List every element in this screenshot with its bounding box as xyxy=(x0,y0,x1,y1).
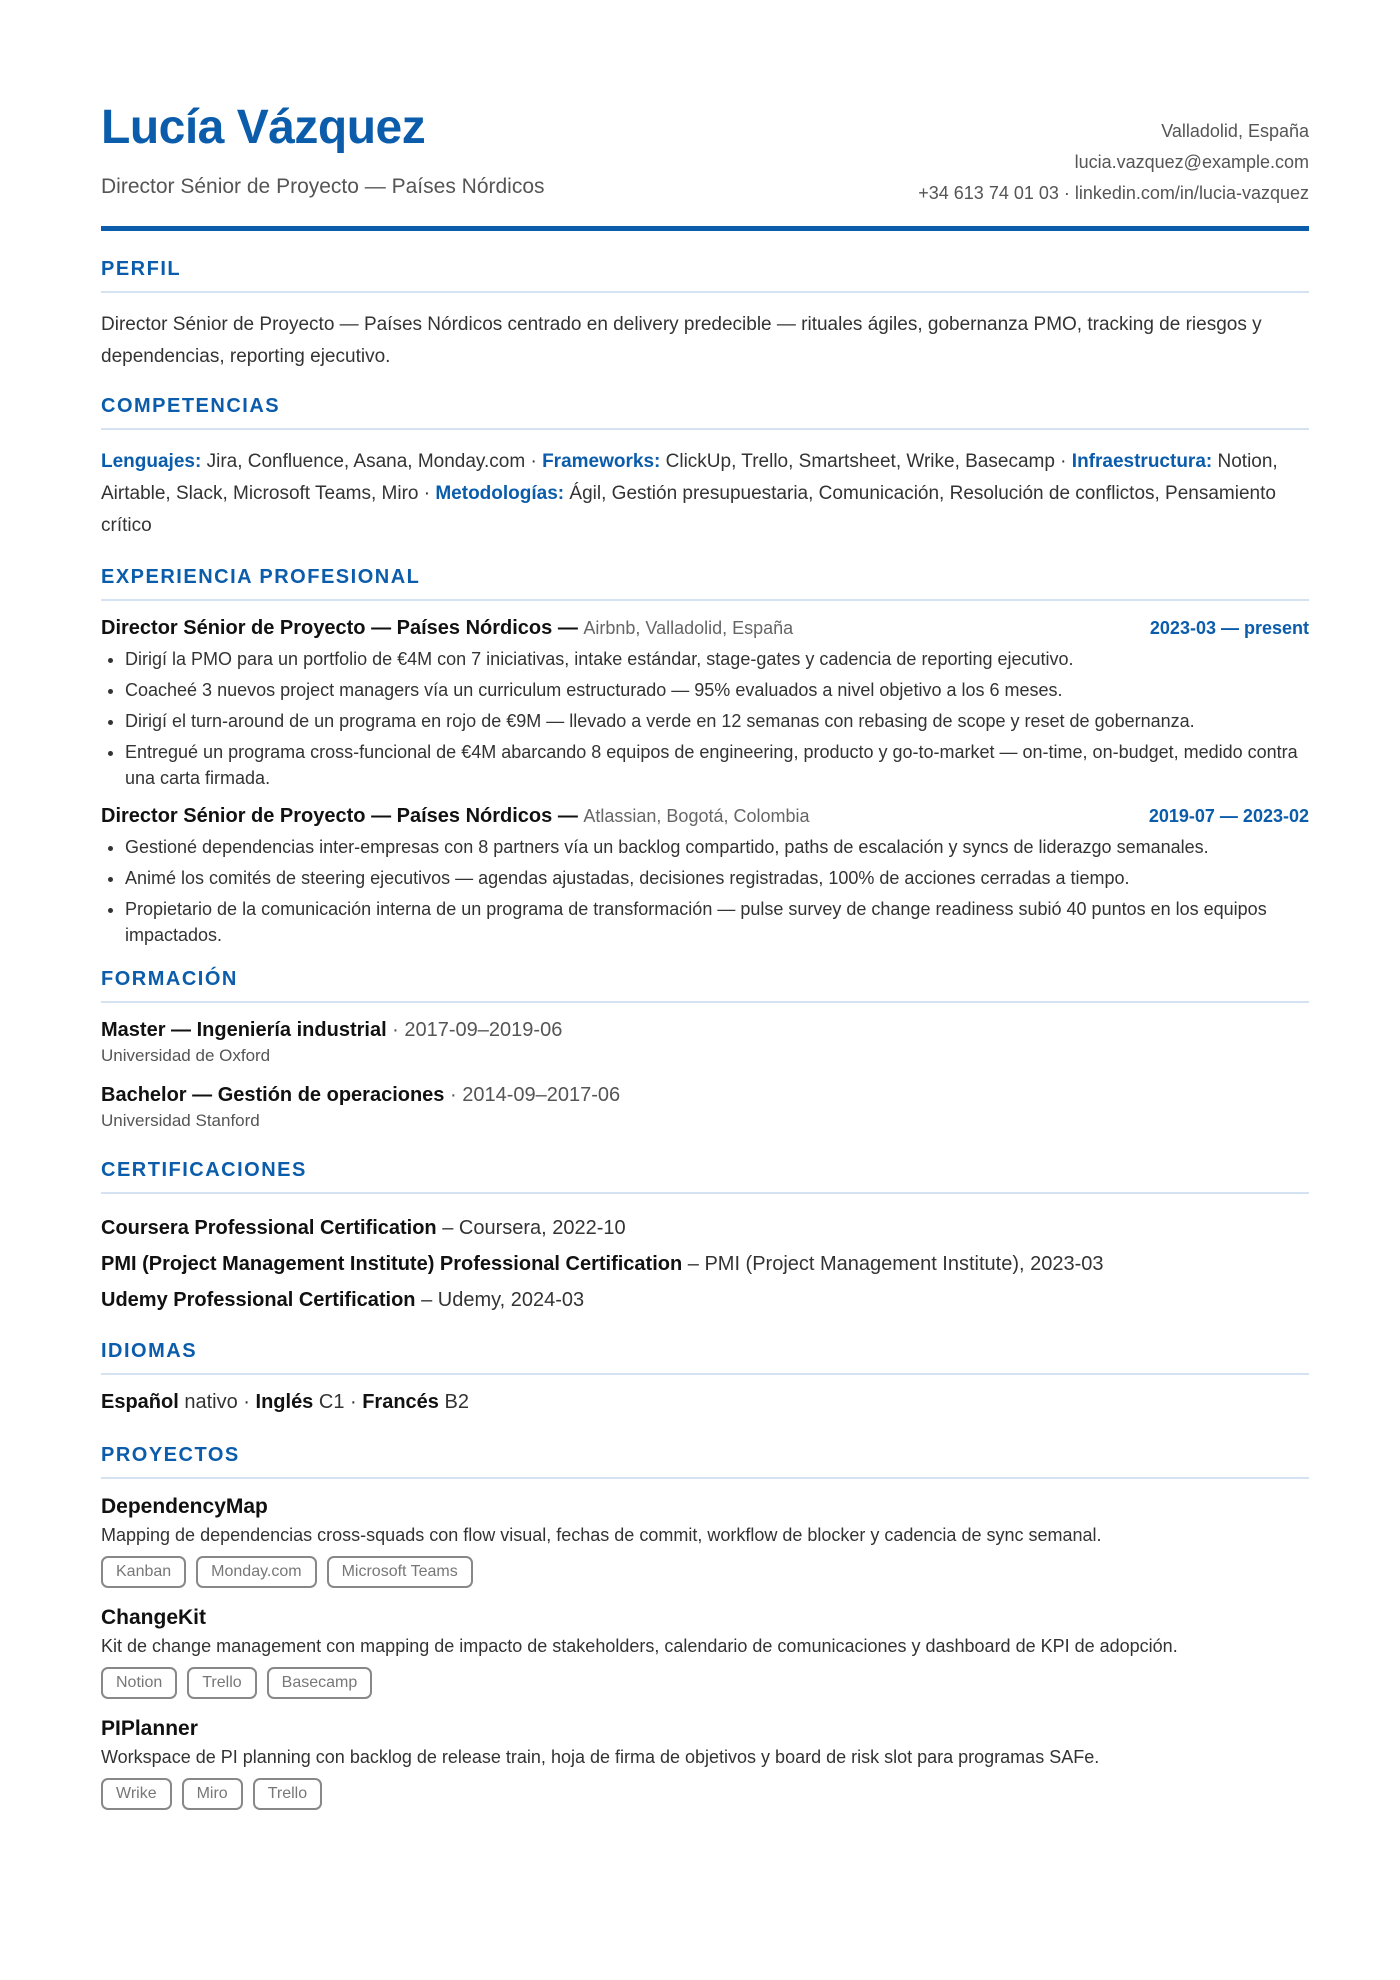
project-name: DependencyMap xyxy=(101,1495,268,1518)
project-description: Kit de change management con mapping de impacto de stakeholders, calendario de comunicaciones y dashboard de KPI de adopción. xyxy=(101,1636,1178,1656)
skills-values: Notion, Airtable, Slack, Microsoft Teams, Miro · xyxy=(101,451,1278,504)
skills-label: Frameworks: xyxy=(542,451,661,472)
section-title-projects: PROYECTOS xyxy=(101,1444,1309,1479)
project-tag: Kanban xyxy=(101,1556,186,1588)
skills-values: ClickUp, Trello, Smartsheet, Wrike, Basecamp · xyxy=(660,451,1072,472)
certification-detail: – Coursera, 2022-10 xyxy=(436,1217,626,1239)
job-role: Director Sénior de Proyecto — Países Nórdicos — xyxy=(101,805,578,827)
language-separator: · xyxy=(344,1391,363,1413)
project-name: ChangeKit xyxy=(101,1606,206,1629)
resume-page xyxy=(101,0,1309,1810)
job-bullet: • Entregué un programa cross-funcional de €4M abarcando 8 equipos de engineering, producto y go-to-market — on-time, on-budget, medido contra una carta firmada. xyxy=(125,739,1309,791)
project-tag: Miro xyxy=(182,1778,243,1810)
project-tag: Wrike xyxy=(101,1778,172,1810)
project-tag: Notion xyxy=(101,1667,177,1699)
education-dates: · 2014-09–2017-06 xyxy=(444,1084,621,1106)
education-school: Universidad Stanford xyxy=(101,1111,260,1130)
project-tags xyxy=(101,1556,1309,1588)
job-bullets xyxy=(101,646,1309,791)
job-bullet: • Coacheé 3 nuevos project managers vía un curriculum estructurado — 95% evaluados a nivel objetivo a los 6 meses. xyxy=(125,677,1309,703)
job-company: Atlassian, Bogotá, Colombia xyxy=(583,806,810,826)
education-school: Universidad de Oxford xyxy=(101,1046,271,1065)
job-bullet: • Animé los comités de steering ejecutivos — agendas ajustadas, decisiones registradas, 100% de acciones cerradas a tiempo. xyxy=(125,865,1309,891)
contact-location: Valladolid, España xyxy=(1161,121,1309,141)
section-title-profile: PERFIL xyxy=(101,258,1309,293)
job-bullet: • Dirigí la PMO para un portfolio de €4M con 7 iniciativas, intake estándar, stage-gates y cadencia de reporting ejecutivo. xyxy=(125,646,1309,672)
job-header xyxy=(101,617,1309,640)
section-title-skills: COMPETENCIAS xyxy=(101,395,1309,430)
job-header xyxy=(101,805,1309,828)
project-name: PIPlanner xyxy=(101,1717,198,1740)
contact-phone-linkedin[interactable]: +34 613 74 01 03 · linkedin.com/in/lucia-vazquez xyxy=(918,183,1309,203)
skills-section xyxy=(101,395,1309,542)
project-tags xyxy=(101,1667,1309,1699)
language-level: nativo xyxy=(178,1391,238,1413)
project-tag: Monday.com xyxy=(196,1556,316,1588)
section-title-languages: IDIOMAS xyxy=(101,1340,1309,1375)
job-bullet: • Dirigí el turn-around de un programa en rojo de €9M — llevado a verde en 12 semanas con rebasing de scope y reset de gobernanza. xyxy=(125,708,1309,734)
skills-values: Jira, Confluence, Asana, Monday.com · xyxy=(201,451,543,472)
job-company: Airbnb, Valladolid, España xyxy=(583,618,794,638)
job-dates: 2019-07 — 2023-02 xyxy=(1148,806,1309,826)
project-tag: Basecamp xyxy=(267,1667,373,1699)
job-dates: 2023-03 — present xyxy=(1149,618,1309,638)
project-item xyxy=(101,1606,1309,1699)
education-degree: Master — Ingeniería industrial xyxy=(101,1019,387,1041)
certification-detail: – Udemy, 2024-03 xyxy=(415,1289,585,1311)
certifications-section xyxy=(101,1159,1309,1318)
skills-label: Metodologías: xyxy=(435,483,565,504)
education-item xyxy=(101,1019,1309,1066)
contact-email[interactable]: lucia.vazquez@example.com xyxy=(1074,152,1309,172)
job-role: Director Sénior de Proyecto — Países Nórdicos — xyxy=(101,617,578,639)
profile-text: Director Sénior de Proyecto — Países Nórdicos centrado en delivery predecible — rituales ágiles, gobernanza PMO, tracking de riesgos y dependencias, reporting ejecutivo. xyxy=(101,314,1262,367)
projects-section xyxy=(101,1444,1309,1810)
candidate-name: Lucía Vázquez xyxy=(101,101,426,154)
skills-text xyxy=(101,446,1309,542)
certification-detail: – PMI (Project Management Institute), 2023-03 xyxy=(682,1253,1104,1275)
education-degree: Bachelor — Gestión de operaciones xyxy=(101,1084,445,1106)
certification-name: Udemy Professional Certification xyxy=(101,1289,416,1311)
certification-item xyxy=(101,1282,1309,1318)
language-level: C1 xyxy=(313,1391,345,1413)
project-tags xyxy=(101,1778,1309,1810)
project-item xyxy=(101,1495,1309,1588)
project-tag: Trello xyxy=(187,1667,256,1699)
header-divider xyxy=(101,226,1309,231)
section-title-certifications: CERTIFICACIONES xyxy=(101,1159,1309,1194)
languages-line xyxy=(101,1391,1309,1414)
section-title-education: FORMACIÓN xyxy=(101,968,1309,1003)
education-dates: · 2017-09–2019-06 xyxy=(386,1019,563,1041)
language-level: B2 xyxy=(438,1391,469,1413)
certification-item xyxy=(101,1210,1309,1246)
resume-header xyxy=(101,0,1309,232)
languages-section xyxy=(101,1340,1309,1414)
education-item xyxy=(101,1084,1309,1131)
job-entry xyxy=(101,805,1309,948)
project-tag: Microsoft Teams xyxy=(327,1556,473,1588)
experience-section xyxy=(101,566,1309,948)
job-bullets xyxy=(101,834,1309,948)
education-section xyxy=(101,968,1309,1131)
section-title-experience: EXPERIENCIA PROFESIONAL xyxy=(101,566,1309,601)
project-item xyxy=(101,1717,1309,1810)
language-name: Inglés xyxy=(255,1391,314,1413)
certification-name: Coursera Professional Certification xyxy=(101,1217,437,1239)
project-description: Workspace de PI planning con backlog de release train, hoja de firma de objetivos y board de risk slot para programas SAFe. xyxy=(101,1747,1100,1767)
job-bullet: • Gestioné dependencias inter-empresas con 8 partners vía un backlog compartido, paths de escalación y syncs de liderazgo semanales. xyxy=(125,834,1309,860)
language-separator: · xyxy=(237,1391,256,1413)
certification-name: PMI (Project Management Institute) Professional Certification xyxy=(101,1253,683,1275)
skills-label: Lenguajes: xyxy=(101,451,202,472)
language-name: Español xyxy=(101,1391,179,1413)
certification-item xyxy=(101,1246,1309,1282)
contact-block xyxy=(918,116,1309,209)
skills-values: Ágil, Gestión presupuestaria, Comunicación, Resolución de conflictos, Pensamiento crítico xyxy=(101,483,1276,536)
candidate-title: Director Sénior de Proyecto — Países Nórdicos xyxy=(101,175,545,198)
language-name: Francés xyxy=(362,1391,439,1413)
project-description: Mapping de dependencias cross-squads con flow visual, fechas de commit, workflow de blocker y cadencia de sync semanal. xyxy=(101,1525,1102,1545)
job-entry xyxy=(101,617,1309,791)
profile-section xyxy=(101,258,1309,373)
job-bullet: • Propietario de la comunicación interna de un programa de transformación — pulse survey de change readiness subió 40 puntos en los equipos impactados. xyxy=(125,896,1309,948)
skills-label: Infraestructura: xyxy=(1071,451,1213,472)
project-tag: Trello xyxy=(253,1778,322,1810)
